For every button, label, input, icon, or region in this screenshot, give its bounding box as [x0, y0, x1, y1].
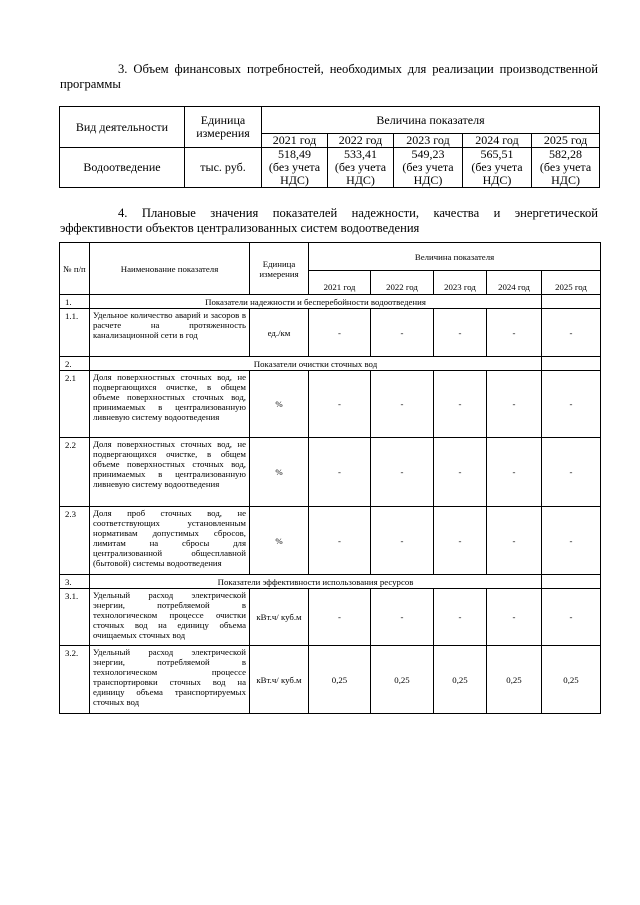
t1-header-activity: Вид деятельности	[60, 107, 185, 148]
t2-section-num: 1.	[60, 295, 90, 309]
t2-value: -	[434, 438, 487, 507]
t2-row-unit: %	[250, 438, 309, 507]
t2-value: -	[309, 589, 371, 646]
t2-value: 0,25	[542, 646, 601, 714]
t1-value: 533,41	[344, 147, 377, 161]
t1-value-cell	[328, 148, 394, 188]
t2-year: 2023 год	[434, 271, 487, 295]
t1-value-note: НДС)	[413, 173, 443, 187]
t2-value: 0,25	[487, 646, 542, 714]
t1-value-note: НДС)	[346, 173, 375, 187]
t2-value: -	[434, 507, 487, 575]
section-4-heading-line1: 4. Плановые значения показателей надежности, качества и энергетической	[118, 206, 598, 220]
t2-year: 2024 год	[487, 271, 542, 295]
t1-value-cell	[463, 148, 532, 188]
t1-value: 518,49	[278, 147, 311, 161]
financial-needs-table	[59, 106, 600, 188]
t2-value: -	[434, 371, 487, 438]
section-3-heading-line2: программы	[60, 77, 121, 91]
t1-value-cell	[394, 148, 463, 188]
t1-value-note: НДС)	[551, 173, 580, 187]
t2-value: -	[487, 371, 542, 438]
t2-value: 0,25	[434, 646, 487, 714]
t2-year: 2025 год	[542, 271, 601, 295]
t1-value-cell	[532, 148, 600, 188]
t2-value: -	[371, 371, 434, 438]
t2-section-title: Показатели эффективности использования ресурсов	[90, 575, 542, 589]
t2-value: -	[309, 371, 371, 438]
section-4-heading	[60, 206, 598, 236]
t1-year: 2021 год	[262, 134, 328, 148]
t1-value-note: НДС)	[280, 173, 309, 187]
t2-value: -	[434, 309, 487, 357]
t1-value: 582,28	[549, 147, 583, 161]
t2-row-name: Доля проб сточных вод, не соответствующих установленным нормативам допустимых сбросов, лимитам на сбросы для централизованной общесплавной (бытовой) системы водоотведения	[90, 507, 250, 575]
t2-row-unit: кВт.ч/ куб.м	[250, 589, 309, 646]
t2-header-num: № п/п	[60, 243, 90, 295]
t2-section-num: 3.	[60, 575, 90, 589]
t2-row-num: 1.1.	[60, 309, 90, 357]
t2-value: -	[309, 507, 371, 575]
t2-section-title: Показатели надежности и бесперебойности водоотведения	[90, 295, 542, 309]
t2-row-num: 3.2.	[60, 646, 90, 714]
t1-row-unit: тыс. руб.	[185, 148, 262, 188]
t1-year: 2024 год	[463, 134, 532, 148]
t2-value: 0,25	[371, 646, 434, 714]
t1-value-note: (без учета	[471, 160, 523, 174]
t1-year: 2022 год	[328, 134, 394, 148]
t2-row-num: 2.3	[60, 507, 90, 575]
t2-value: 0,25	[309, 646, 371, 714]
t2-row-name: Удельное количество аварий и засоров в расчете на протяженность канализационной сети в год	[90, 309, 250, 357]
t2-row-unit: %	[250, 371, 309, 438]
t1-value: 549,23	[411, 147, 445, 161]
t1-value-note: (без учета	[402, 160, 454, 174]
t2-value: -	[371, 589, 434, 646]
t2-value: -	[487, 309, 542, 357]
t1-year: 2025 год	[532, 134, 600, 148]
t2-value: -	[487, 589, 542, 646]
t2-section-num: 2.	[60, 357, 90, 371]
t2-empty-cell	[542, 357, 601, 371]
t1-header-value: Величина показателя	[262, 107, 600, 134]
t2-value: -	[487, 507, 542, 575]
t1-value-cell	[262, 148, 328, 188]
t1-value-note: (без учета	[334, 160, 387, 174]
section-3-heading	[60, 62, 598, 92]
t2-year: 2021 год	[309, 271, 371, 295]
t2-header-unit: Единица измерения	[250, 243, 309, 295]
t2-value: -	[371, 507, 434, 575]
t2-value: -	[371, 309, 434, 357]
t2-value: -	[309, 438, 371, 507]
t2-value: -	[487, 438, 542, 507]
t2-row-name: Удельный расход электрической энергии, потребляемой в технологическом процессе очистки сточных вод на единицу объема очищаемых сточных вод	[90, 589, 250, 646]
t2-value: -	[542, 309, 601, 357]
t1-header-unit: Единица измерения	[185, 107, 262, 148]
t2-value: -	[542, 589, 601, 646]
t2-value: -	[542, 507, 601, 575]
t2-row-num: 3.1.	[60, 589, 90, 646]
t2-row-num: 2.2	[60, 438, 90, 507]
t2-empty-cell	[542, 575, 601, 589]
t2-section-title: Показатели очистки сточных вод	[90, 357, 542, 371]
t2-row-unit: кВт.ч/ куб.м	[250, 646, 309, 714]
t2-row-name: Доля поверхностных сточных вод, не подвергающихся очистке, в общем объеме поверхностных сточных вод, принимаемых в централизованную ливневую систему водоотведения	[90, 438, 250, 507]
t1-value-note: (без учета	[539, 160, 592, 174]
t1-year: 2023 год	[394, 134, 463, 148]
t2-value: -	[542, 438, 601, 507]
t2-year: 2022 год	[371, 271, 434, 295]
t2-value: -	[434, 589, 487, 646]
t2-row-name: Удельный расход электрической энергии, потребляемой в технологическом процессе транспортировки сточных вод на единицу объема транспортируемых сточных вод	[90, 646, 250, 714]
t2-row-num: 2.1	[60, 371, 90, 438]
t1-value-note: НДС)	[482, 173, 512, 187]
t2-value: -	[542, 371, 601, 438]
t2-header-value: Величина показателя	[309, 243, 601, 271]
t2-empty-cell	[542, 295, 601, 309]
t1-value-note: (без учета	[268, 160, 321, 174]
t2-value: -	[309, 309, 371, 357]
t2-header-name: Наименование показателя	[90, 243, 250, 295]
t2-row-unit: ед./км	[250, 309, 309, 357]
t1-value: 565,51	[480, 147, 514, 161]
t2-value: -	[371, 438, 434, 507]
section-4-heading-line2: эффективности объектов централизованных систем водоотведения	[60, 221, 420, 235]
section-3-heading-line1: 3. Объем финансовых потребностей, необходимых для реализации производственной	[118, 62, 598, 76]
t1-row-activity: Водоотведение	[60, 148, 185, 188]
t2-row-name: Доля поверхностных сточных вод, не подвергающихся очистке, в общем объеме поверхностных сточных вод, принимаемых в централизованную ливневую систему водоотведения	[90, 371, 250, 438]
t2-row-unit: %	[250, 507, 309, 575]
indicators-table	[59, 242, 601, 714]
